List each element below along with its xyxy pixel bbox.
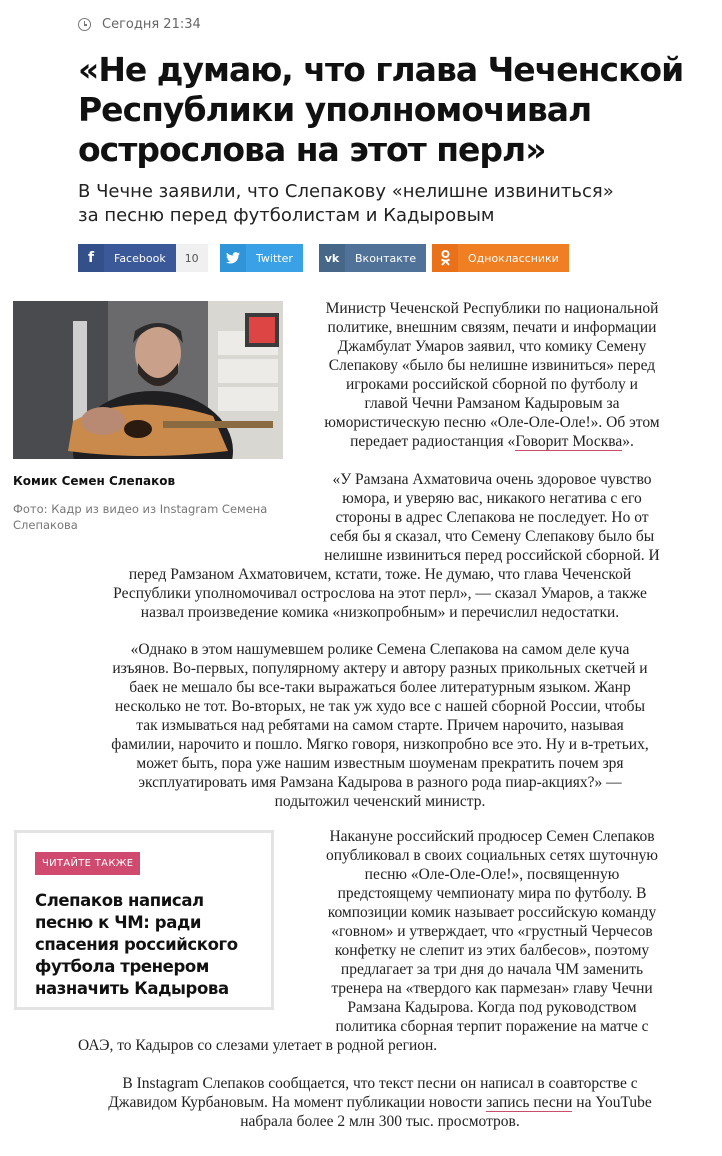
share-count: 10: [176, 244, 208, 272]
paragraph-line: ОАЭ, то Кадыров со слезами улетает в родной регион.: [78, 1037, 438, 1054]
photo-credit-line: Фото: Кадр из видео из Instagram Семена: [13, 502, 268, 516]
paragraph-line: баек не мешало бы все-таки выражаться более литературным языком. Жанр: [129, 679, 631, 696]
paragraph-line: Джамбулат Умаров заявил, что комику Семену: [337, 338, 647, 355]
paragraph-line: Республики уполномочивал острослова на этот перл», — сказал Умаров, а также: [113, 585, 647, 602]
paragraph-text: на YouTube: [572, 1094, 652, 1111]
paragraph-line: нелишне извиниться перед российской сборной. И: [324, 547, 660, 564]
paragraph-line: набрала более 2 млн 300 тыс. просмотров.: [240, 1113, 520, 1130]
paragraph-line: изъянов. Во-первых, популярному актеру и автору разных прикольных скетчей и: [112, 660, 648, 677]
article-paragraph-2: [303, 470, 681, 565]
paragraph-line: композиции комик называет российскую команду: [327, 904, 657, 921]
share-odnoklassniki-button[interactable]: [432, 244, 569, 272]
share-label: Вконтакте: [355, 251, 417, 265]
paragraph-line: [303, 432, 681, 451]
read-also-tag: ЧИТАЙТЕ ТАКЖЕ: [35, 852, 140, 875]
paragraph-line: песню «Оле-Оле-Оле!», посвященную: [364, 866, 620, 883]
share-label: Facebook: [114, 251, 166, 265]
share-facebook-button[interactable]: [78, 244, 208, 272]
song-record-link[interactable]: запись песни: [486, 1094, 573, 1111]
twitter-icon: [220, 244, 246, 272]
photo-credit: [13, 501, 283, 533]
article-paragraph-4: [303, 827, 681, 1036]
clock-icon: [78, 18, 91, 31]
paragraph-line: юмористическую песню «Оле-Оле-Оле!». Об этом: [324, 414, 660, 431]
article-paragraph-5: [70, 1074, 690, 1131]
paragraph-line: Накануне российский продюсер Семен Слепаков: [329, 828, 655, 845]
article-paragraph-2-continued: [70, 565, 690, 622]
article-subtitle: [78, 180, 678, 228]
headline-line: острослова на этот перл»: [78, 130, 546, 169]
read-also-box[interactable]: [14, 830, 274, 1010]
headline-line: «Не думаю, что глава Чеченской: [78, 50, 684, 89]
paragraph-line: эксплуатировать имя Рамзана Кадырова в разного рода пиар-акциях?» —: [138, 774, 622, 791]
paragraph-text: ».: [622, 433, 634, 450]
paragraph-line: «У Рамзана Ахматовича очень здоровое чувство: [332, 471, 652, 488]
share-vkontakte-button[interactable]: [319, 244, 426, 272]
paragraph-line: [70, 1093, 690, 1112]
paragraph-line: Слепакову «было бы нелишне извиниться» перед: [328, 357, 656, 374]
paragraph-line: себя бы я сказал, что Семену Слепакову было бы: [329, 528, 655, 545]
share-label: Одноклассники: [468, 251, 559, 265]
paragraph-line: стороны в адрес Слепакова не последует. Но от: [335, 509, 649, 526]
timestamp-text: Сегодня 21:34: [102, 17, 201, 32]
odnoklassniki-icon: [432, 244, 458, 272]
paragraph-line: предстоящему чемпионату мира по футболу. В: [337, 885, 647, 902]
headline-line: Республики уполномочивал: [78, 90, 592, 129]
paragraph-line: несколько не тот. Во-вторых, не так уж худо все с нашей сборной России, чтобы: [115, 698, 645, 715]
paragraph-line: конфетку не слепит из этих балбесов», поэтому: [334, 942, 650, 959]
paragraph-line: главой Чечни Рамзаном Кадыровым за: [364, 395, 620, 412]
paragraph-line: политика сборная терпит поражение на матче с: [335, 1018, 649, 1035]
paragraph-line: игроками российской сборной по футболу и: [346, 376, 638, 393]
paragraph-line: назвал произведение комика «низкопробным» и перечислил недостатки.: [140, 604, 620, 621]
photo-credit-line: Слепакова: [13, 518, 78, 532]
paragraph-line: Рамзана Кадырова. Когда под руководством: [347, 999, 637, 1016]
paragraph-line: опубликовал в своих социальных сетях шуточную: [326, 847, 658, 864]
paragraph-line: перед Рамзаном Ахматовичем, кстати, тоже. Не думаю, что глава Чеченской: [128, 566, 632, 583]
paragraph-line: подытожил чеченский министр.: [274, 793, 486, 810]
paragraph-line: политике, внешним связям, печати и информации: [327, 319, 657, 336]
paragraph-line: фамилии, нарочито и пошло. Мягко говоря, низкопробно все это. Ну и в-третьих,: [111, 736, 649, 753]
article-headline: [78, 50, 688, 170]
govorit-moskva-link[interactable]: Говорит Москва: [515, 433, 623, 450]
article-paragraph-1: [303, 299, 681, 451]
vk-icon: vk: [319, 244, 345, 272]
paragraph-line: тренера на «твердого как пармезан» главу Чечни: [331, 980, 653, 997]
article-paragraph-3: [70, 640, 690, 811]
paragraph-line: В Instagram Слепаков сообщается, что текст песни он написал в соавторстве с: [122, 1075, 638, 1092]
photo-caption: Комик Семен Слепаков: [13, 474, 176, 488]
paragraph-line: так измываться над ребятами на самом старте. Причем нарочито, называя: [136, 717, 624, 734]
share-label: Twitter: [256, 251, 293, 265]
facebook-icon: f: [78, 244, 104, 272]
paragraph-line: «Однако в этом нашумевшем ролике Семена Слепакова на самом деле куча: [130, 641, 630, 658]
paragraph-line: юмора, и уверяю вас, никакого негатива с его: [342, 490, 642, 507]
paragraph-line: предлагает за три дня до начала ЧМ заменить: [340, 961, 644, 978]
article-paragraph-4-continued: [78, 1036, 678, 1055]
paragraph-text: Джавидом Курбановым. На момент публикации новости: [108, 1094, 487, 1111]
timestamp: [78, 17, 201, 32]
subtitle-line: за песню перед футболистам и Кадыровым: [78, 205, 495, 226]
paragraph-line: Министр Чеченской Республики по национальной: [325, 300, 659, 317]
subtitle-line: В Чечне заявили, что Слепакову «нелишне извиниться»: [78, 181, 614, 202]
paragraph-line: может быть, пора уже нашим известным шоуменам прекратить почем зря: [136, 755, 624, 772]
share-twitter-button[interactable]: [220, 244, 303, 272]
paragraph-line: «говном» и утверждает, что «грустный Черчесов: [331, 923, 653, 940]
read-also-title-link[interactable]: Слепаков написал песню к ЧМ: ради спасения российского футбола тренером назначить Кадырова: [35, 891, 238, 998]
article-photo: [13, 301, 283, 459]
paragraph-text: передает радиостанция «: [350, 433, 516, 450]
